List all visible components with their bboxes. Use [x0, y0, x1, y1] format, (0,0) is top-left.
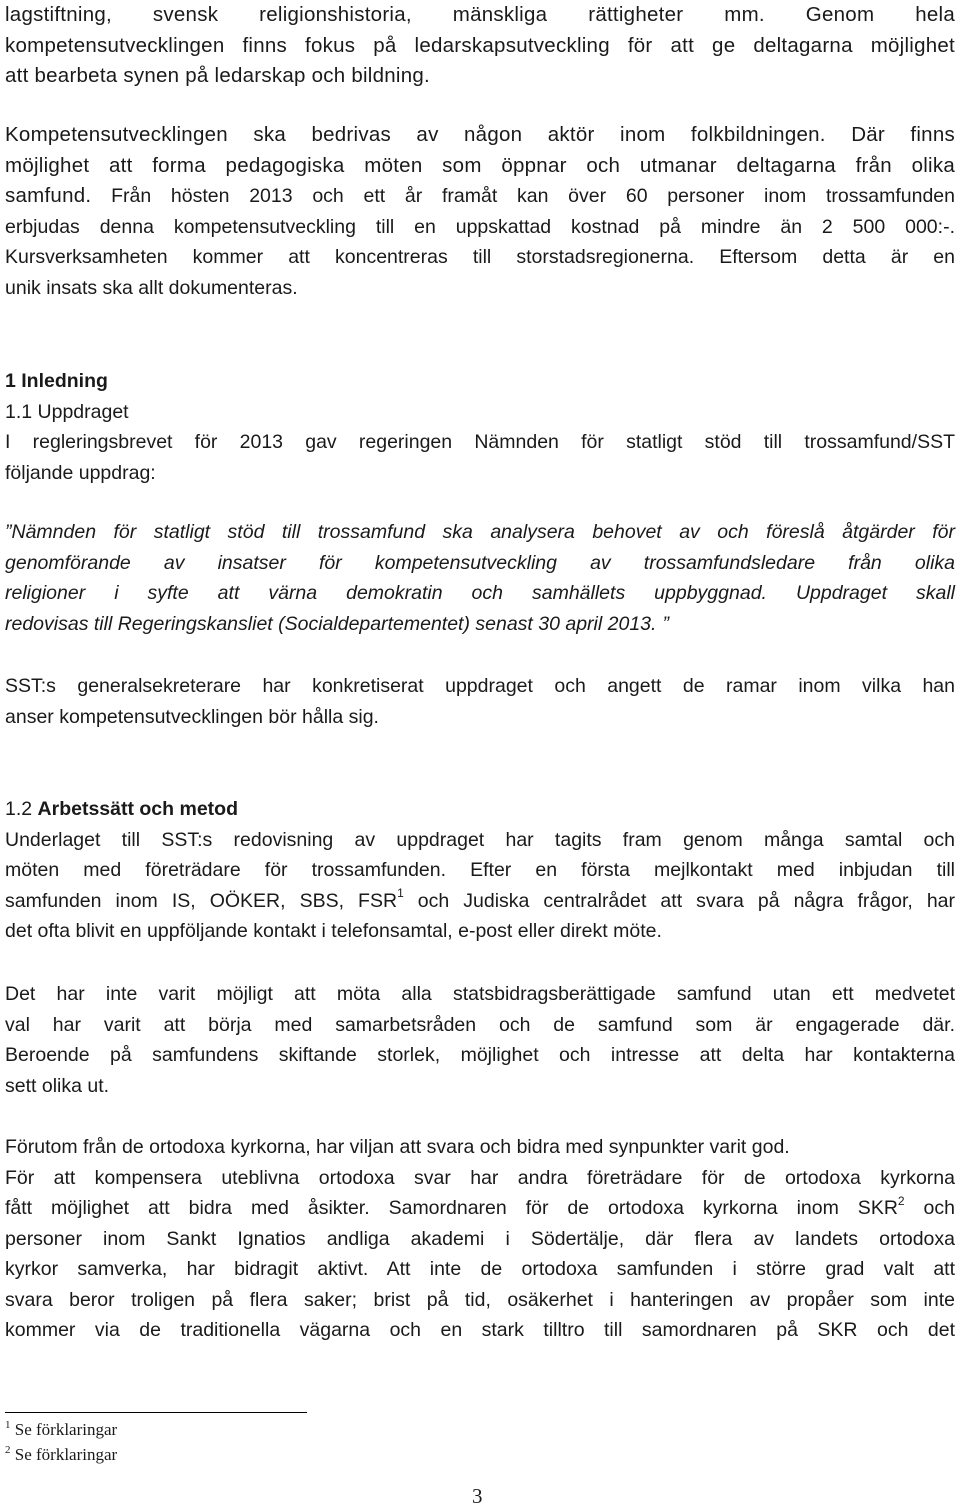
- footnote-text: Se förklaringar: [10, 1445, 118, 1464]
- quote-open-mark: ”: [5, 521, 12, 543]
- text-fragment: samfunden inom IS, OÖKER, SBS, FSR: [5, 889, 398, 912]
- text-line: Det har inte varit möjligt att möta alla statsbidragsberättigade samfund utan ett medvetet: [5, 983, 955, 1005]
- orthodox-paragraph: [5, 1132, 955, 1346]
- intro-paragraph: [5, 0, 955, 92]
- section-arbetssatt: [5, 794, 955, 947]
- text-fragment: Från hösten 2013 och ett år framåt kan över 60 personer inom trossamfunden: [91, 185, 955, 207]
- text-line: [5, 886, 955, 917]
- text-line: SST:s generalsekreterare har konkretiserat uppdraget och angett de ramar inom vilka han: [5, 675, 955, 697]
- section-title: Arbetssätt och metod: [37, 798, 238, 820]
- subsection-heading: 1.1 Uppdraget: [5, 400, 129, 423]
- footnote-2: [5, 1444, 117, 1466]
- footnote-number: 2: [5, 1444, 11, 1457]
- text-line: unik insats ska allt dokumenteras.: [5, 276, 298, 299]
- footnote-separator: [5, 1412, 307, 1413]
- footnote-1: [5, 1419, 117, 1441]
- text-line: I regleringsbrevet för 2013 gav regeringen Nämnden för statligt stöd till trossamfund/SST: [5, 431, 955, 453]
- text-line: genomförande av insatser för kompetensutveckling av trossamfundsledare från olika: [5, 551, 955, 574]
- text-fragment: samfund.: [5, 184, 92, 207]
- meeting-paragraph: [5, 979, 955, 1101]
- text-fragment: och: [904, 1197, 955, 1219]
- footnote-text: Se förklaringar: [10, 1420, 118, 1439]
- footnote-number: 1: [5, 1419, 11, 1432]
- text-fragment: och Judiska centralrådet att svara på några frågor, har: [403, 889, 955, 912]
- text-line: kommer via de traditionella vägarna och en stark tilltro till samordnaren på SKR och det: [5, 1319, 955, 1341]
- section-number: 1.2: [5, 798, 38, 820]
- text-fragment: Nämnden för statligt stöd till trossamfund ska analysera behovet av och föreslå åtgärder för: [11, 521, 955, 543]
- text-line: följande uppdrag:: [5, 461, 156, 484]
- footnote-ref[interactable]: 1: [397, 886, 404, 900]
- text-fragment: fått möjlighet att bidra med åsikter. Samordnaren för de ortodoxa kyrkorna inom SKR: [5, 1197, 898, 1219]
- text-line: religioner i syfte att värna demokratin och samhällets uppbyggnad. Uppdraget skall: [5, 582, 955, 604]
- text-line: lagstiftning, svensk religionshistoria, mänskliga rättigheter mm. Genom hela: [5, 3, 955, 26]
- text-line: erbjudas denna kompetensutveckling till en uppskattad kostnad på mindre än 2 500 000:-.: [5, 215, 955, 238]
- text-line: svara beror troligen på flera saker; brist på tid, osäkerhet i hanteringen av propåer som inte: [5, 1288, 955, 1311]
- subsection-heading: [5, 794, 955, 825]
- text-line: Kompetensutvecklingen ska bedrivas av någon aktör inom folkbildningen. Där finns: [5, 123, 955, 146]
- competence-paragraph: [5, 120, 955, 181]
- text-line: Förutom från de ortodoxa kyrkorna, har viljan att svara och bidra med synpunkter varit god.: [5, 1136, 790, 1158]
- text-line: personer inom Sankt Ignatios andliga akademi i Södertälje, där flera av landets ortodoxa: [5, 1227, 955, 1250]
- text-line: kompetensutvecklingen finns fokus på ledarskapsutveckling för att ge deltagarna möjlighet: [5, 33, 955, 57]
- sst-paragraph: [5, 671, 955, 732]
- competence-paragraph-cont: [5, 181, 955, 303]
- text-line: sett olika ut.: [5, 1074, 110, 1097]
- text-line: att bearbeta synen på ledarskap och bildning.: [5, 64, 430, 87]
- section-inledning: [5, 366, 955, 488]
- text-fragment: redovisas till Regeringskansliet (Socialdepartementet) senast 30 april 2013.: [5, 612, 657, 635]
- text-line: [5, 517, 955, 548]
- text-line: val har varit att börja med samarbetsråden och de samfund som är engagerade där.: [5, 1013, 955, 1036]
- text-line: [5, 181, 955, 212]
- text-line: Beroende på samfundens skiftande storlek, möjlighet och intresse att delta har kontakterna: [5, 1044, 955, 1066]
- page-number: 3: [472, 1484, 483, 1508]
- text-line: Underlaget till SST:s redovisning av uppdraget har tagits fram genom många samtal och: [5, 828, 955, 851]
- text-line: [5, 1193, 955, 1224]
- text-line: möten med företrädare för trossamfunden. Efter en första mejlkontakt med inbjudan till: [5, 859, 955, 881]
- text-line: [5, 609, 955, 640]
- quote-close-mark: ”: [662, 612, 669, 635]
- text-line: Kursverksamheten kommer att koncentreras till storstadsregionerna. Eftersom detta är en: [5, 246, 955, 268]
- text-line: anser kompetensutvecklingen bör hålla sig.: [5, 705, 379, 728]
- section-heading: 1 Inledning: [5, 370, 108, 392]
- text-line: det ofta blivit en uppföljande kontakt i telefonsamtal, e-post eller direkt möte.: [5, 920, 662, 942]
- text-line: möjlighet att forma pedagogiska möten som öppnar och utmanar deltagarna från olika: [5, 153, 955, 177]
- text-line: För att kompensera uteblivna ortodoxa svar har andra företrädare för de ortodoxa kyrkorna: [5, 1166, 955, 1189]
- assignment-quote: [5, 517, 955, 639]
- footnote-ref[interactable]: 2: [897, 1193, 905, 1208]
- text-line: kyrkor samverka, har bidragit aktivt. Att inte de ortodoxa samfunden i större grad valt att: [5, 1258, 955, 1280]
